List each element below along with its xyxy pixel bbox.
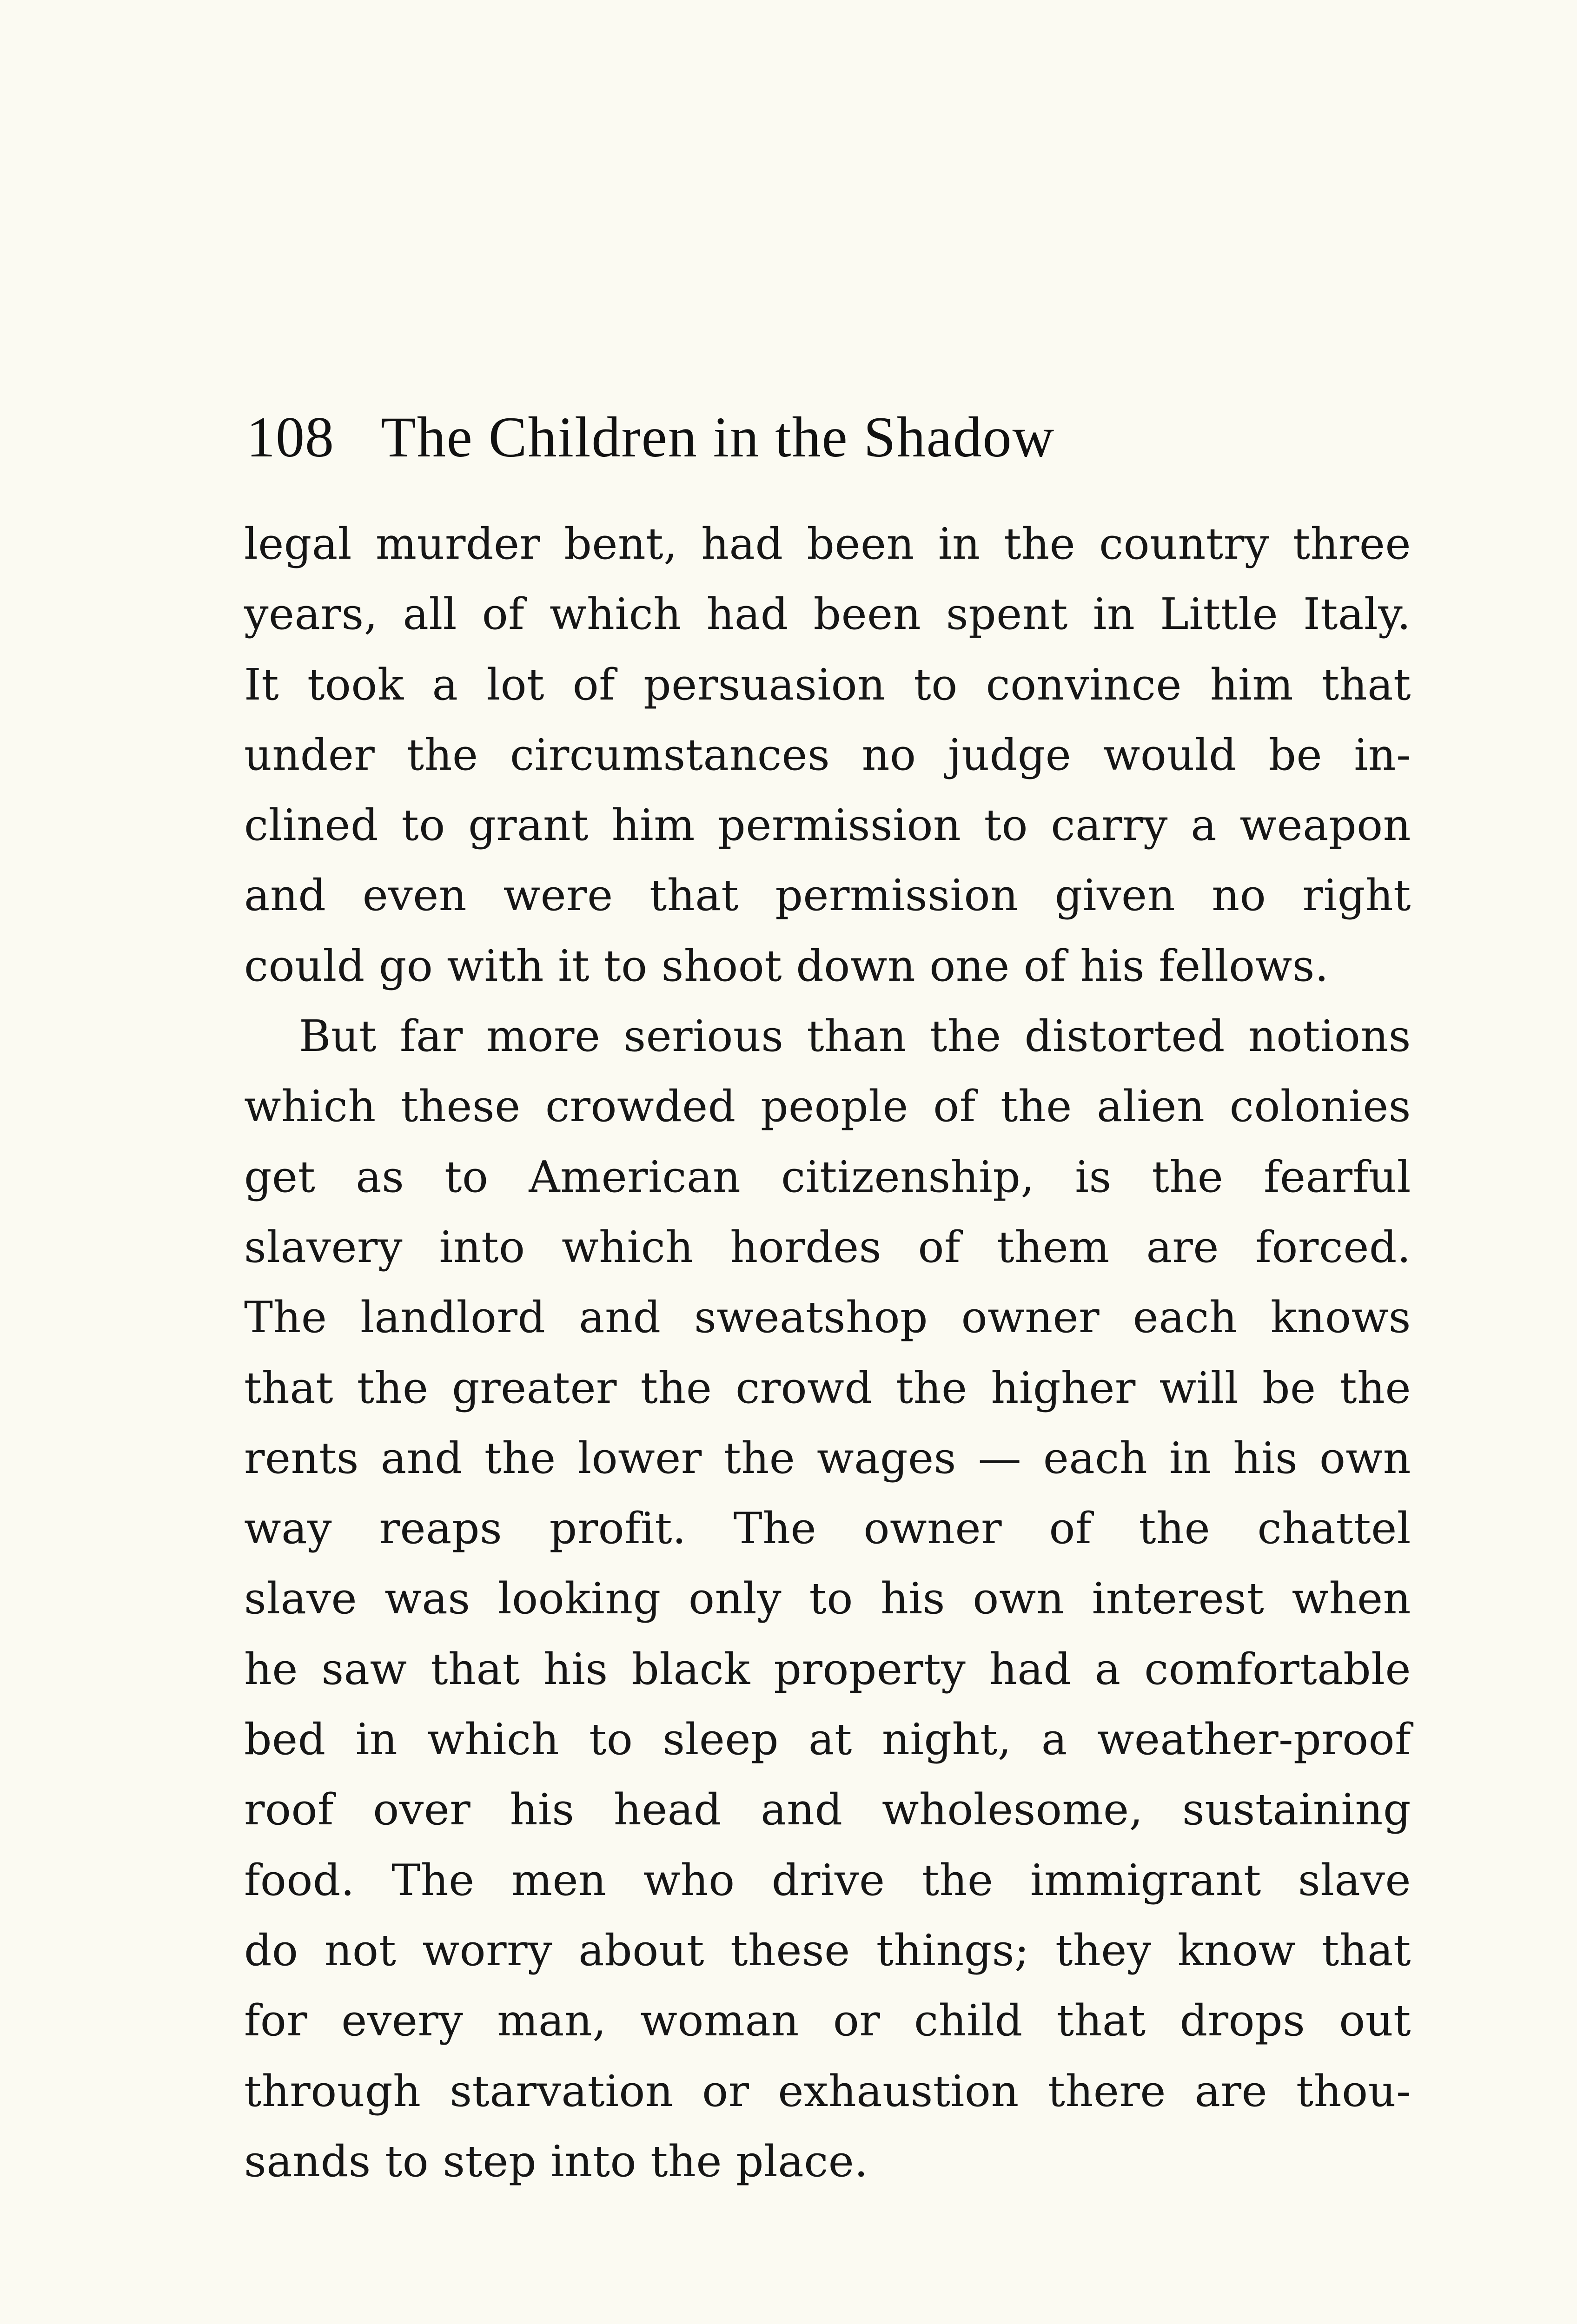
- text-line: slave was looking only to his own interest when: [244, 1573, 1411, 1624]
- text-line: slavery into which hordes of them are forced.: [244, 1221, 1411, 1272]
- text-line: It took a lot of persuasion to convince him that: [244, 659, 1411, 710]
- text-line: he saw that his black property had a comfortable: [244, 1644, 1411, 1694]
- text-line: roof over his head and wholesome, sustaining: [244, 1784, 1411, 1835]
- page-number: 108: [246, 405, 334, 469]
- paragraph-start-line: But far more serious than the distorted notions: [299, 1011, 1411, 1062]
- paragraph-end-line: sands to step into the place.: [244, 2136, 868, 2186]
- paragraph-end-line: could go with it to shoot down one of his fellows.: [244, 940, 1329, 991]
- text-line: for every man, woman or child that drops out: [244, 1995, 1411, 2046]
- text-line: years, all of which had been spent in Little Italy.: [244, 589, 1411, 640]
- running-title: The Children in the Shadow: [381, 405, 1055, 469]
- text-line: way reaps profit. The owner of the chattel: [244, 1503, 1411, 1554]
- text-line: do not worry about these things; they know that: [244, 1925, 1411, 1975]
- text-line: and even were that permission given no right: [244, 870, 1411, 921]
- text-line: which these crowded people of the alien colonies: [244, 1081, 1411, 1132]
- text-line: legal murder bent, had been in the country three: [244, 519, 1411, 569]
- text-line: clined to grant him permission to carry a weapon: [244, 800, 1411, 851]
- text-line: through starvation or exhaustion there are thou-: [244, 2066, 1411, 2116]
- text-line: The landlord and sweatshop owner each knows: [244, 1292, 1411, 1343]
- body-text: [244, 509, 1411, 2197]
- running-head: [246, 404, 1372, 493]
- text-line: rents and the lower the wages — each in his own: [244, 1433, 1411, 1483]
- text-line: bed in which to sleep at night, a weather-proof: [244, 1714, 1411, 1765]
- text-line: under the circumstances no judge would be in-: [244, 729, 1411, 780]
- text-line: food. The men who drive the immigrant slave: [244, 1855, 1411, 1905]
- text-line: get as to American citizenship, is the fearful: [244, 1151, 1411, 1202]
- text-line: that the greater the crowd the higher will be the: [244, 1362, 1411, 1413]
